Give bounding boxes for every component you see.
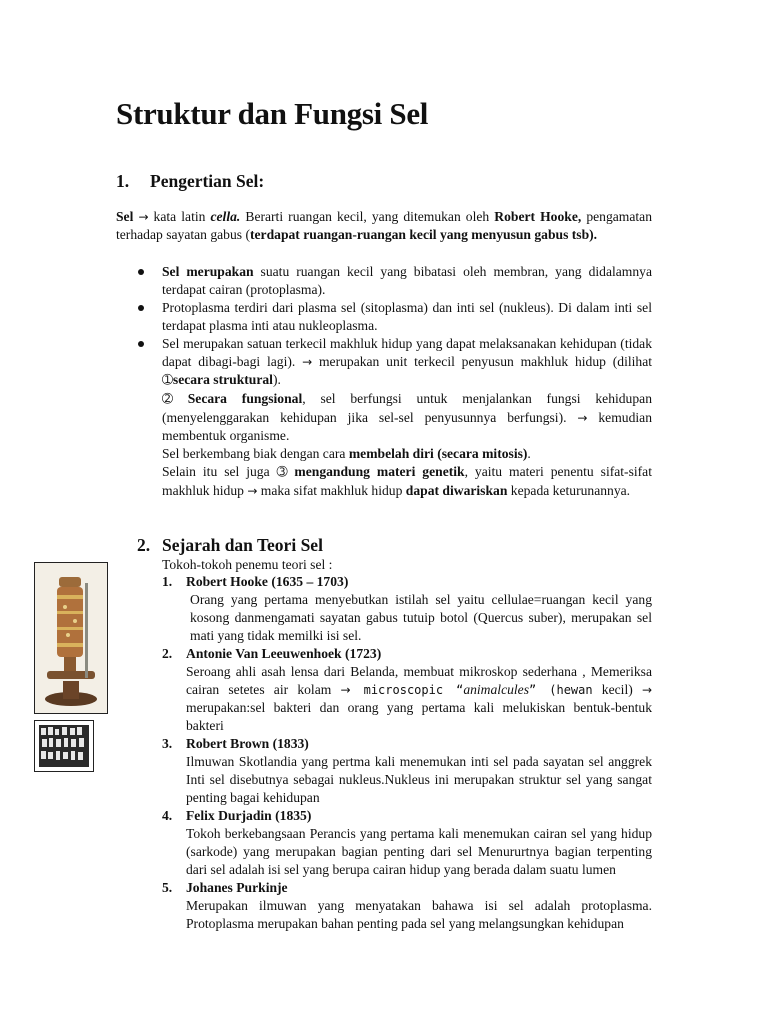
bullet-text: Protoplasma terdiri dari plasma sel (sitoplasma) dan inti sel (nukleus). Di dalam inti sel terdapat plasma inti atau nukleoplasma.	[162, 300, 652, 333]
intro-latin-word: cella.	[210, 209, 241, 224]
desc-text: merupakan:sel bakteri dan orang yang pertama kali melukiskan bentuk-bentuk bakteri	[186, 700, 652, 733]
inventor-item	[162, 879, 652, 933]
desc-italic: animalcules	[463, 682, 530, 697]
inventor-name: Johanes Purkinje	[186, 880, 288, 895]
arrow-icon: →	[577, 411, 588, 425]
inventor-number: 5.	[162, 880, 173, 895]
section-1-intro	[116, 208, 652, 244]
arrow-icon: →	[138, 210, 149, 224]
paragraph-text: kemudian membentuk organisme.	[162, 410, 652, 443]
paragraph-text: , sel berfungsi untuk menjalankan fungsi kehidupan (menyelenggarakan kehidupan jika sel-sel penyusunnya berfungsi).	[162, 391, 652, 425]
inventor-number: 3.	[162, 736, 173, 751]
intro-text: pengamatan terhadap sayatan gabus (	[116, 209, 653, 242]
bullet-item	[116, 263, 652, 299]
paragraph-text: maka sifat makhluk hidup	[257, 483, 406, 498]
inventor-description: Tokoh berkebangsaan Perancis yang pertama kali menemukan cairan sel yang hidup (sarkode) yang merupakan bagian penting dari sel Menururtnya bagian terpenting dari sel adalah isi sel yang berupa cairan hidup yang berada dalam suatu lumen	[186, 826, 652, 877]
paragraph-bold: membelah diri (secara mitosis)	[348, 446, 528, 461]
inventor-list	[162, 573, 652, 933]
continuation-paragraph	[116, 445, 652, 463]
paragraph-bold: mengandung materi genetik	[287, 464, 465, 479]
inventor-description: Orang yang pertama menyebutkan istilah sel yaitu cellulae=ruangan kecil yang kosong danmengamati sayatan gabus tutuip botol (Quercus suber), merupakan sel mati yang tidak memilki isi sel.	[190, 592, 652, 643]
paragraph-bold: dapat diwariskan	[405, 483, 508, 498]
section-1-number: 1.	[116, 171, 130, 191]
bullet-text: merupakan unit terkecil penyusun makhluk hidup (dilihat	[312, 354, 653, 369]
paragraph-bold: Secara fungsional	[172, 391, 303, 406]
inventor-name: Felix Durjadin (1835)	[186, 808, 312, 823]
inventor-item	[162, 807, 652, 879]
bullet-item	[116, 335, 652, 390]
intro-hooke: Robert Hooke,	[494, 209, 582, 224]
intro-bold-note: terdapat ruangan-ruangan kecil yang menyusun gabus tsb).	[250, 227, 598, 242]
inventor-item	[162, 645, 652, 735]
microscope-image	[34, 562, 108, 714]
microscope-icon	[35, 563, 107, 713]
section-1-bullets	[116, 263, 652, 500]
inventor-description: Merupakan ilmuwan yang menyatakan bahawa isi sel adalah protoplasma. Protoplasma merupakan bahan penting pada sel yang melangsungkan kehidupan	[186, 898, 652, 931]
desc-text: kecil)	[592, 682, 642, 697]
cork-cells-icon	[35, 721, 93, 771]
paragraph-text: .	[527, 446, 531, 461]
inventor-item	[162, 735, 652, 807]
paragraph-text: Selain itu sel juga	[162, 464, 277, 479]
inventor-name: Antonie Van Leeuwenhoek (1723)	[186, 646, 382, 661]
inventor-name: Robert Brown (1833)	[186, 736, 309, 751]
cork-cells-image	[34, 720, 94, 772]
section-2-heading	[137, 535, 323, 556]
arrow-icon: →	[302, 355, 313, 369]
continuation-paragraph	[116, 390, 652, 445]
arrow-icon: →	[247, 484, 258, 498]
bullet-dot-icon	[138, 341, 144, 347]
desc-text: Seroang ahli asah lensa dari Belanda, membuat mikroskop sederhana , Memeriksa cairan setetes air kolam	[186, 664, 652, 697]
inventor-number: 4.	[162, 808, 173, 823]
desc-mono-text: microscopic “	[350, 683, 464, 697]
inventor-description: Ilmuwan Skotlandia yang pertma kali menemukan inti sel pada sayatan sel anggrek Inti sel disebutnya sebagai nukleus.Nukleus ini merupakan struktur sel yang sangat penting bagai kehidupan	[186, 754, 652, 805]
circled-three-icon: ➂	[276, 465, 288, 480]
section-2-number: 2.	[137, 535, 151, 555]
circled-one-icon: ➀	[162, 373, 173, 388]
bullet-bold: secara struktural	[172, 372, 273, 387]
arrow-icon: →	[641, 683, 652, 697]
inventor-item	[162, 573, 652, 645]
intro-text: Berarti ruangan kecil, yang ditemukan oleh	[240, 209, 495, 224]
paragraph-text: , yaitu materi penentu sifat-sifat makhluk hidup	[162, 464, 652, 498]
continuation-paragraph	[116, 463, 652, 500]
bullet-text: ).	[272, 372, 281, 387]
arrow-icon: →	[340, 683, 351, 697]
inventor-name: Robert Hooke (1635 – 1703)	[186, 574, 349, 589]
desc-mono-text: ” (hewan	[529, 683, 593, 697]
bullet-dot-icon	[138, 269, 144, 275]
page-title: Struktur dan Fungsi Sel	[116, 96, 429, 131]
inventor-number: 2.	[162, 646, 173, 661]
section-2-intro: Tokoh-tokoh penemu teori sel :	[162, 557, 333, 572]
bullet-item	[116, 299, 652, 335]
paragraph-text: kepada keturunannya.	[507, 483, 631, 498]
section-1-title: Pengertian Sel:	[150, 171, 265, 191]
section-2-title: Sejarah dan Teori Sel	[162, 535, 323, 555]
section-1-heading	[116, 171, 264, 192]
bullet-text: Sel merupakan satuan terkecil makhluk hidup yang dapat melaksanakan kehidupan (tidak dapat dibagi-bagi lagi).	[162, 336, 652, 369]
circled-two-icon: ➁	[162, 392, 173, 407]
inventor-description	[186, 663, 652, 735]
bullet-text: suatu ruangan kecil yang bibatasi oleh membran, yang didalamnya terdapat cairan (protoplasma).	[162, 264, 652, 297]
intro-sel-word: Sel	[116, 209, 134, 224]
bullet-bold: Sel merupakan	[162, 264, 254, 279]
paragraph-text: Sel berkembang biak dengan cara	[162, 446, 349, 461]
intro-text: kata latin	[148, 209, 211, 224]
bullet-dot-icon	[138, 305, 144, 311]
inventor-number: 1.	[162, 574, 173, 589]
